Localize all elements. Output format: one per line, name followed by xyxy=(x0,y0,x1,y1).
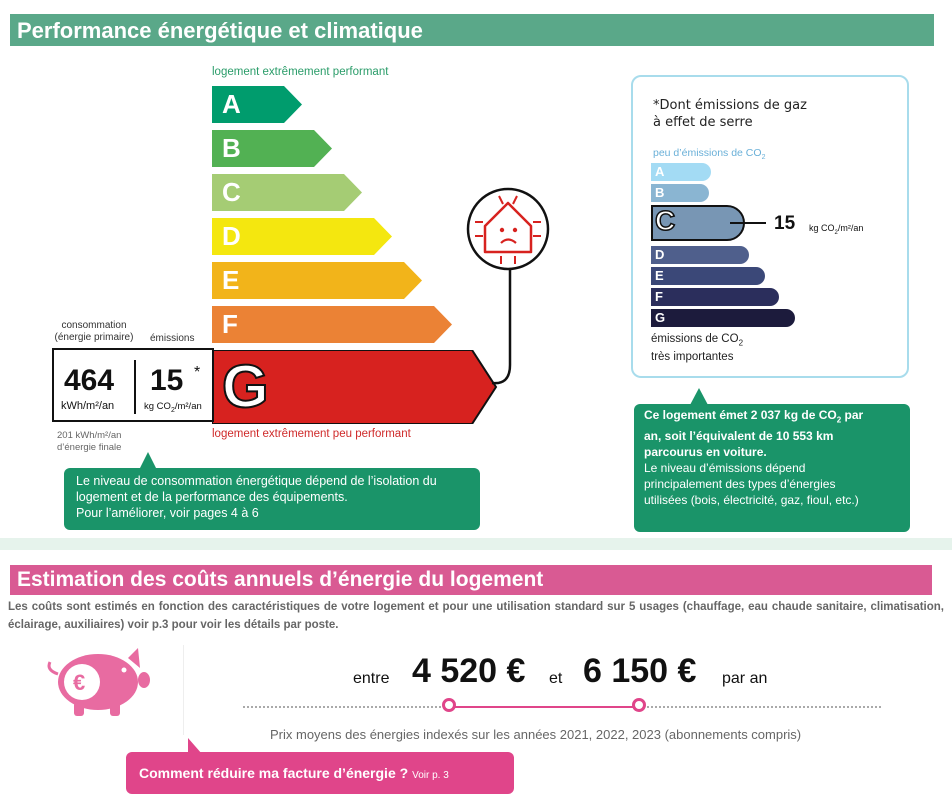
ghg-class-e-letter: E xyxy=(655,268,664,283)
price-index-note: Prix moyens des énergies indexés sur les années 2021, 2022, 2023 (abonnements compris) xyxy=(270,727,802,742)
consumption-tip xyxy=(64,468,480,530)
ghg-tip-bold-line: parcourus en voiture. xyxy=(644,445,767,460)
consumption-unit: kWh/m²/an xyxy=(61,400,115,412)
energy-performance-header: Performance énergétique et climatique xyxy=(10,14,934,46)
house-thermal-discomfort-icon xyxy=(465,186,551,272)
dpe-class-f-letter: F xyxy=(222,309,238,339)
costs-note: Les coûts sont estimés en fonction des caractéristiques de votre logement et pour une utilisation standard sur 5 usages (chauffage, eau chaude sanitaire, climatisation, éclairage, auxiliaires) voir p.3 pour voir les détails par poste. xyxy=(8,601,944,631)
ghg-scale-bottom-line: très importantes xyxy=(651,351,734,364)
ghg-title-line: à effet de serre xyxy=(653,115,753,130)
final-energy-note xyxy=(57,430,121,454)
ghg-scale-bottom-line: émissions de $CO_2$ xyxy=(651,333,744,348)
dpe-scale-top-label: logement extrêmement performant xyxy=(212,66,389,78)
emissions-unit-prefix: kg CO xyxy=(144,401,171,412)
consumption-tip-line: Le niveau de consommation énergétique dépend de l’isolation du xyxy=(76,474,437,488)
emissions-unit-suffix: /m²/an xyxy=(174,401,202,412)
ghg-tip-bold-text: Ce logement émet 2 037 kg de CO xyxy=(644,408,837,422)
dpe-class-d-letter: D xyxy=(222,221,241,251)
consumption-sublabel-text: (énergie primaire) xyxy=(54,332,134,343)
emissions-label: émissions xyxy=(150,333,195,344)
ghg-unit: kg $CO_2/m^2/an$ xyxy=(809,223,864,236)
values-divider xyxy=(134,360,136,414)
ghg-tip-line: utilisées (bois, électricité, gaz, fioul, etc.) xyxy=(644,493,859,508)
ghg-tip-bold-line: an, soit l’équivalent de 10 553 km xyxy=(644,429,834,444)
reduce-bill-link[interactable] xyxy=(126,752,514,794)
consumption-tip-line: Pour l’améliorer, voir pages 4 à 6 xyxy=(76,506,259,520)
ghg-class-g-letter: G xyxy=(655,310,666,325)
dpe-values-box xyxy=(52,348,214,422)
ghg-scale-top-label: peu d’émissions de $CO_2$ xyxy=(653,147,766,162)
ghg-class-g-bar xyxy=(651,309,795,327)
cost-between-label: entre xyxy=(353,670,390,687)
ghg-class-b-letter: B xyxy=(655,185,665,200)
cost-min-value: 4 520 € xyxy=(412,652,526,690)
consumption-label xyxy=(52,320,136,344)
ghg-class-d-letter: D xyxy=(655,247,665,262)
ghg-unit-suffix: /m²/an xyxy=(837,223,864,233)
emissions-value: 15 xyxy=(150,364,184,397)
cost-min-marker xyxy=(442,698,456,712)
cost-max-marker xyxy=(632,698,646,712)
ghg-value-connector xyxy=(730,222,766,224)
ghg-class-f-bar xyxy=(651,288,779,306)
final-energy-label: d’énergie finale xyxy=(57,442,122,453)
energy-costs-header: Estimation des coûts annuels d’énergie du logement xyxy=(10,565,932,595)
reduce-bill-page-ref: Voir p. 3 xyxy=(412,770,449,781)
ghg-title-line: *Dont émissions de gaz xyxy=(653,98,807,113)
consumption-tip-line: logement et de la performance des équipements. xyxy=(76,490,348,504)
svg-text:€: € xyxy=(73,670,86,695)
emissions-asterisk: * xyxy=(194,364,201,381)
ghg-tip-line: Le niveau d’émissions dépend xyxy=(644,461,806,476)
tip-pointer xyxy=(140,452,156,468)
costs-separator xyxy=(183,645,184,735)
ghg-class-d-bar xyxy=(651,246,749,264)
dpe-class-c-letter: C xyxy=(222,177,241,207)
cost-per-year-label: par an xyxy=(722,670,768,687)
ghg-class-e-bar xyxy=(651,267,765,285)
piggy-bank-euro-icon xyxy=(40,640,150,720)
emissions-unit: kg $CO_2/m^2/an$ xyxy=(144,401,202,414)
ghg-title xyxy=(653,97,807,131)
cost-max-value: 6 150 € xyxy=(583,652,697,690)
ghg-class-a-letter: A xyxy=(655,164,665,179)
ghg-class-a-bar xyxy=(651,163,711,181)
reduce-bill-text: Comment réduire ma facture d’énergie ? xyxy=(139,765,409,781)
dpe-class-a-letter: A xyxy=(222,89,241,119)
ghg-class-b-bar xyxy=(651,184,709,202)
ghg-tip-line: principalement des types d’énergies xyxy=(644,477,836,492)
dpe-current-class-letter: G xyxy=(222,353,269,420)
ghg-unit-prefix: kg CO xyxy=(809,223,835,233)
ghg-emissions-card xyxy=(631,75,909,378)
ghg-class-f-letter: F xyxy=(655,289,663,304)
ghg-tip-bold-line: Ce logement émet 2 037 kg de $CO_2$ par xyxy=(644,408,864,425)
ghg-tip-bold-text: par xyxy=(841,408,864,422)
ghg-scale-bottom-text: émissions de CO xyxy=(651,333,739,345)
dpe-class-g-bar-current xyxy=(212,350,498,424)
dpe-class-b-letter: B xyxy=(222,133,241,163)
consumption-value: 464 xyxy=(64,364,115,397)
ghg-value: 15 xyxy=(774,213,796,234)
connector-line xyxy=(490,255,520,390)
ghg-scale-bottom-label xyxy=(651,332,743,364)
final-energy-value: 201 kWh/m²/an xyxy=(57,430,122,441)
ghg-scale-top-text: peu d’émissions de CO xyxy=(653,147,762,159)
cost-and-label: et xyxy=(549,670,563,687)
consumption-label-text: consommation xyxy=(61,320,127,331)
ghg-tip-pointer xyxy=(690,388,708,405)
dpe-class-e-letter: E xyxy=(222,265,240,295)
ghg-tip xyxy=(634,404,910,532)
ghg-current-class-letter: C xyxy=(655,205,676,236)
dpe-scale-bottom-label: logement extrêmement peu performant xyxy=(212,428,411,440)
cost-range-segment xyxy=(449,706,639,708)
